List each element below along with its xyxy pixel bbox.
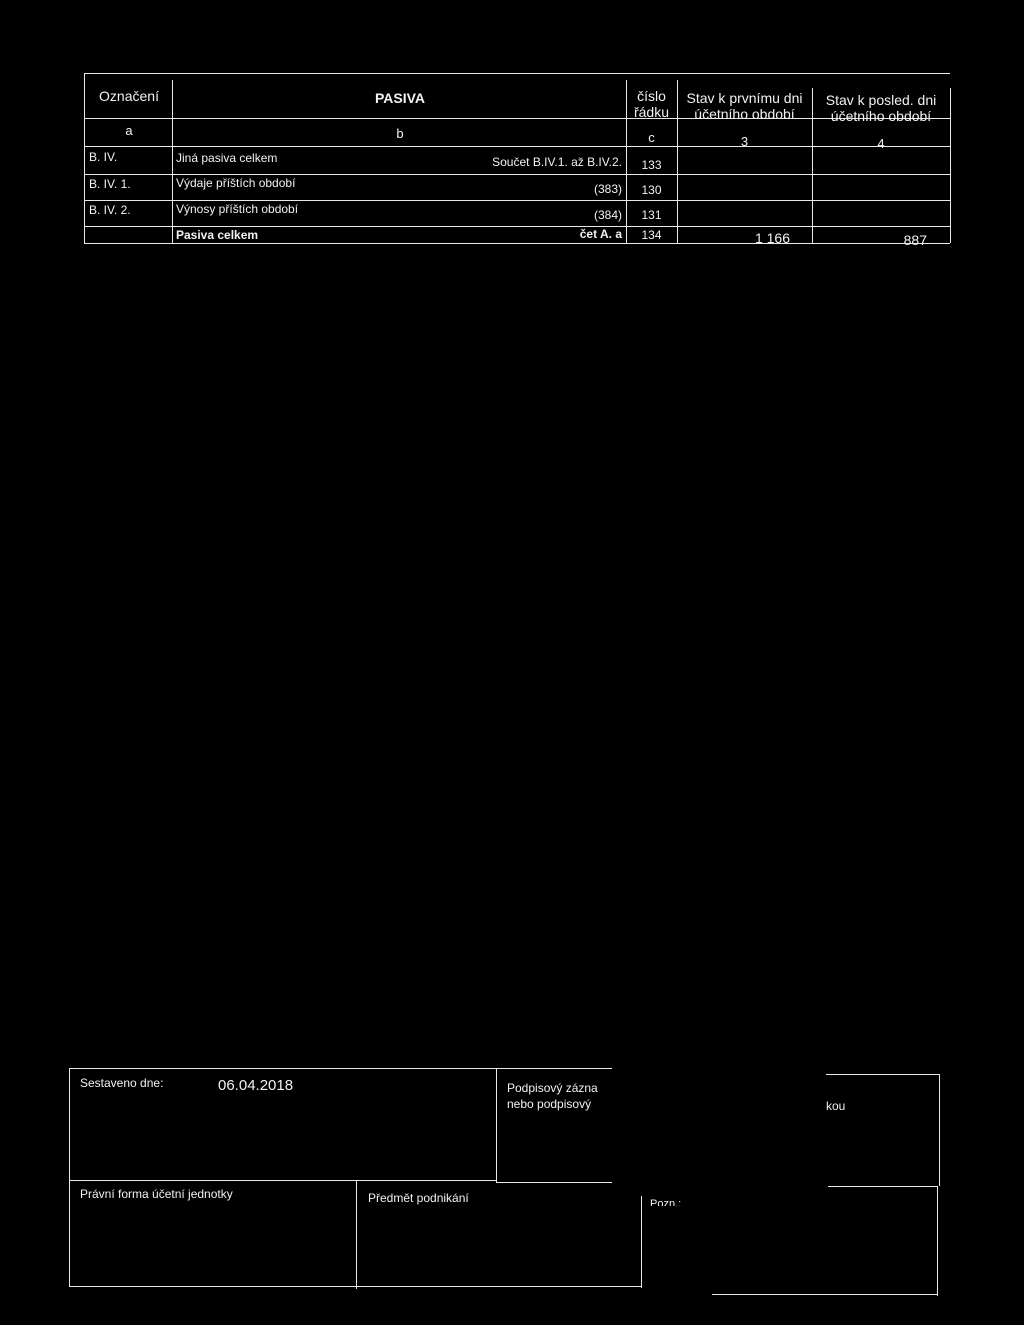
row-value-3: 1 166 bbox=[754, 230, 790, 246]
row-formula: (383) bbox=[593, 182, 622, 196]
box-divider bbox=[641, 1196, 642, 1288]
box-right-border bbox=[939, 1074, 940, 1186]
row-line: 134 bbox=[641, 228, 662, 242]
header-col4-line2: účetního období bbox=[830, 108, 932, 124]
row-line: 131 bbox=[641, 208, 662, 222]
table-top-border bbox=[84, 73, 950, 74]
subheader-b: b bbox=[396, 126, 404, 141]
row-formula: (384) bbox=[593, 208, 622, 222]
box-mid-line bbox=[828, 1186, 938, 1187]
header-oznaceni: Označení bbox=[99, 88, 159, 104]
box-mid-line bbox=[69, 1180, 496, 1181]
row-divider bbox=[84, 200, 950, 201]
row-value-4: 887 bbox=[903, 232, 927, 248]
header-col3-line2: účetního období bbox=[694, 106, 795, 122]
row-formula: Součet B.IV.1. až B.IV.2. bbox=[492, 155, 622, 169]
box-bottom-border bbox=[69, 1286, 641, 1287]
podpis-label-tail: kou bbox=[826, 1099, 846, 1113]
table-right-border bbox=[950, 88, 951, 243]
box-divider bbox=[356, 1180, 357, 1289]
box-top-border bbox=[826, 1074, 940, 1075]
header-col3-line1: Stav k prvnímu dni bbox=[686, 90, 803, 106]
subheader-3: 3 bbox=[740, 134, 749, 149]
podpis-label-line2: nebo podpisový bbox=[507, 1097, 592, 1111]
podpis-label-line1: Podpisový zázna bbox=[507, 1081, 598, 1095]
row-code: B. IV. bbox=[89, 150, 118, 164]
header-radku: řádku bbox=[633, 104, 670, 120]
row-name: Výdaje příštích období bbox=[176, 176, 296, 190]
header-col4-line1: Stav k posled. dni bbox=[825, 92, 937, 108]
sestaveno-date: 06.04.2018 bbox=[218, 1077, 294, 1094]
col-divider bbox=[172, 80, 173, 243]
row-divider bbox=[84, 174, 950, 175]
row-name: Jiná pasiva celkem bbox=[176, 151, 278, 165]
row-name: Pasiva celkem bbox=[176, 228, 259, 241]
box-left-border bbox=[69, 1068, 70, 1286]
box-top-border bbox=[69, 1068, 612, 1069]
row-line: 130 bbox=[641, 183, 662, 197]
row-code: B. IV. 1. bbox=[89, 177, 131, 191]
poznamka-label: Pozn.: bbox=[650, 1198, 682, 1206]
box-mid-line bbox=[496, 1182, 612, 1183]
subheader-a: a bbox=[125, 123, 133, 138]
row-code: B. IV. 2. bbox=[89, 203, 131, 217]
table-left-border bbox=[84, 73, 85, 243]
box-divider bbox=[496, 1068, 497, 1182]
subheader-4: 4 bbox=[877, 136, 885, 151]
header-cislo: číslo bbox=[637, 88, 666, 104]
header-pasiva: PASIVA bbox=[374, 90, 426, 106]
subheader-c: c bbox=[648, 130, 655, 145]
row-name: Výnosy příštích období bbox=[176, 202, 299, 216]
sestaveno-label: Sestaveno dne: bbox=[80, 1076, 164, 1090]
row-formula: čet A. a bbox=[579, 227, 622, 241]
box-right-border bbox=[937, 1186, 938, 1296]
pravni-forma-label: Právní forma účetní jednotky bbox=[80, 1187, 233, 1201]
predmet-podnikani-label: Předmět podnikání bbox=[368, 1191, 469, 1205]
row-line: 133 bbox=[641, 158, 662, 172]
box-bottom-border bbox=[712, 1294, 937, 1295]
